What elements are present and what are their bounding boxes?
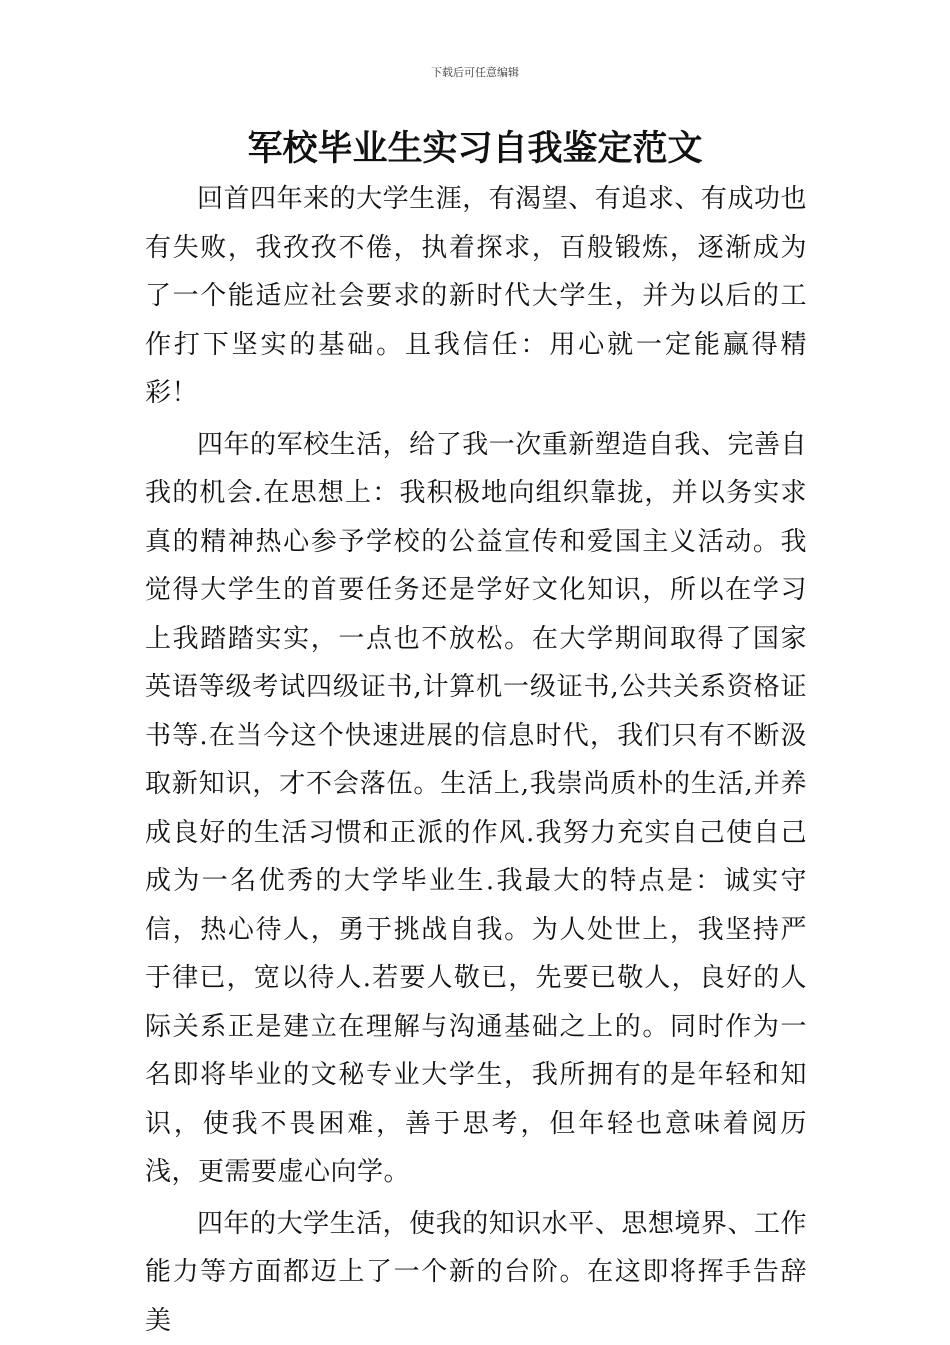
document-title: 军校毕业生实习自我鉴定范文 bbox=[0, 126, 950, 172]
paragraph-3: 四年的大学生活，使我的知识水平、思想境界、工作能力等方面都迈上了一个新的台阶。在这即将挥手告辞美 bbox=[145, 1200, 807, 1345]
header-note: 下载后可任意编辑 bbox=[0, 66, 950, 80]
document-body bbox=[145, 175, 807, 1345]
paragraph-1: 回首四年来的大学生涯，有渴望、有追求、有成功也有失败，我孜孜不倦，执着探求，百般锻炼，逐渐成为了一个能适应社会要求的新时代大学生，并为以后的工作打下坚实的基础。且我信任：用心就一定能赢得精彩！ bbox=[145, 175, 807, 418]
paragraph-2: 四年的军校生活，给了我一次重新塑造自我、完善自我的机会.在思想上：我积极地向组织靠拢，并以务实求真的精神热心参予学校的公益宣传和爱国主义活动。我觉得大学生的首要任务还是学好文化知识，所以在学习上我踏踏实实，一点也不放松。在大学期间取得了国家英语等级考试四级证书,计算机一级证书,公共关系资格证书等.在当今这个快速进展的信息时代，我们只有不断汲取新知识，才不会落伍。生活上,我崇尚质朴的生活,并养成良好的生活习惯和正派的作风.我努力充实自己使自己成为一名优秀的大学毕业生.我最大的特点是：诚实守信，热心待人，勇于挑战自我。为人处世上，我坚持严于律已，宽以待人.若要人敬已，先要已敬人，良好的人际关系正是建立在理解与沟通基础之上的。同时作为一名即将毕业的文秘专业大学生，我所拥有的是年轻和知识，使我不畏困难，善于思考，但年轻也意味着阅历浅，更需要虚心向学。 bbox=[145, 421, 807, 1197]
